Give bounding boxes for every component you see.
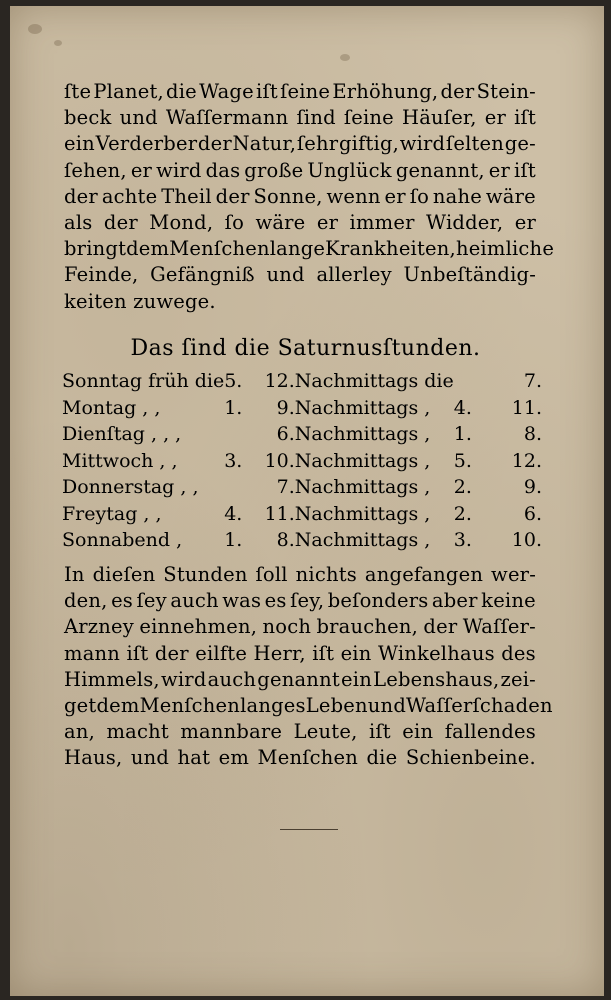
afternoon-label: Nachmittags die: [294, 370, 454, 393]
paragraph-saturn: [64, 79, 555, 315]
saturn-hours-table: [62, 368, 542, 554]
hours-row: [62, 448, 542, 475]
text-line: an, macht mannbare Leute, iſt ein fallendes: [64, 720, 536, 744]
hour-cell: 9.: [523, 476, 542, 499]
text-line: bringt dem Menſchen lange Krankheiten, heimliche: [64, 237, 555, 261]
text-line: Haus, und hat em Menſchen die Schienbeine.: [64, 746, 536, 770]
text-line: get dem Menſchen langes Leben und Waſſerſchaden: [64, 694, 553, 718]
paper-stain: [54, 40, 62, 46]
hour-cell: 7.: [523, 370, 542, 393]
text-line: keiten zuwege.: [64, 289, 216, 313]
hour-cell: 1.: [224, 529, 243, 552]
hour-cell: [224, 421, 260, 448]
text-line: ſehen, er wird das große Unglück genannt, er iſt: [64, 158, 536, 182]
hour-cell: 10.: [264, 449, 295, 472]
weekday-cell: Sonnabend ,: [62, 529, 183, 552]
text-line: In dieſen Stunden ſoll nichts angefangen wer-: [64, 563, 536, 586]
hours-row: [62, 421, 542, 448]
hour-cell: 8.: [276, 529, 295, 552]
afternoon-label: Nachmittags ,: [294, 529, 431, 552]
hour-cell: 7.: [276, 476, 295, 499]
weekday-cell: Mittwoch , ,: [62, 449, 178, 472]
weekday-cell: Freytag , ,: [62, 502, 162, 525]
weekday-cell: Montag , ,: [62, 396, 161, 419]
paragraph-aquarius: [64, 562, 553, 772]
hours-row: [62, 395, 542, 422]
hour-cell: 8.: [523, 423, 542, 446]
weekday-cell: Dienſtag , , ,: [62, 423, 182, 446]
afternoon-label: Nachmittags ,: [294, 502, 431, 525]
text-line: den, es ſey auch was es ſey, beſonders aber keine: [64, 589, 536, 613]
hour-cell: 4.: [224, 502, 243, 525]
hour-cell: 1.: [224, 396, 243, 419]
hour-cell: [224, 474, 260, 501]
text-line: ſte Planet, die Wage iſt ſeine Erhöhung, der Stein-: [64, 80, 536, 103]
afternoon-label: Nachmittags ,: [294, 423, 431, 446]
hour-cell: 12.: [264, 370, 295, 393]
hour-cell: 6.: [523, 502, 542, 525]
hour-cell: 6.: [276, 423, 295, 446]
afternoon-label: Nachmittags ,: [294, 449, 431, 472]
paper-stain: [340, 54, 350, 61]
text-line: der achte Theil der Sonne, wenn er ſo nahe wäre: [64, 184, 536, 208]
hours-row: [62, 527, 542, 554]
paper-stain: [28, 24, 42, 34]
hour-cell: 3.: [224, 449, 243, 472]
weekday-cell: Donnerstag , ,: [62, 476, 199, 499]
hour-cell: 11.: [264, 502, 295, 525]
hour-cell: 2.: [453, 476, 472, 499]
hour-cell: 4.: [453, 396, 472, 419]
section-heading: Das ſind die Saturnusſtunden.: [130, 336, 481, 361]
hour-cell: 5.: [453, 449, 472, 472]
text-line: mann iſt der eilfte Herr, iſt ein Winkelhaus des: [64, 641, 536, 665]
text-line: als der Mond, ſo wäre er immer Widder, er: [64, 211, 536, 235]
hour-cell: 9.: [276, 396, 295, 419]
afternoon-label: Nachmittags ,: [294, 396, 431, 419]
text-line: Himmels, wird auch genannt ein Lebenshaus, zei-: [64, 667, 536, 691]
afternoon-label: Nachmittags ,: [294, 476, 431, 499]
hour-cell: [454, 368, 499, 395]
hour-cell: 12.: [511, 449, 542, 472]
hours-row: [62, 474, 542, 501]
hour-cell: 1.: [453, 423, 472, 446]
text-line: beck und Waſſermann ſind ſeine Häuſer, er iſt: [64, 106, 536, 130]
hour-cell: 2.: [453, 502, 472, 525]
hour-cell: 3.: [453, 529, 472, 552]
text-line: Arzney einnehmen, noch brauchen, der Waſſer-: [64, 615, 536, 639]
text-line: Feinde, Gefängniß und allerley Unbeſtändig-: [64, 263, 536, 287]
hour-cell: 11.: [511, 396, 542, 419]
hours-row: [62, 368, 542, 395]
hours-row: [62, 501, 542, 528]
hour-cell: 10.: [511, 529, 542, 552]
weekday-cell: Sonntag früh die: [62, 370, 225, 393]
hour-cell: 5.: [224, 370, 243, 393]
divider-rule: [280, 829, 338, 830]
text-line: ein Verderber der Natur, ſehr giftig, wird ſelten ge-: [64, 132, 536, 156]
